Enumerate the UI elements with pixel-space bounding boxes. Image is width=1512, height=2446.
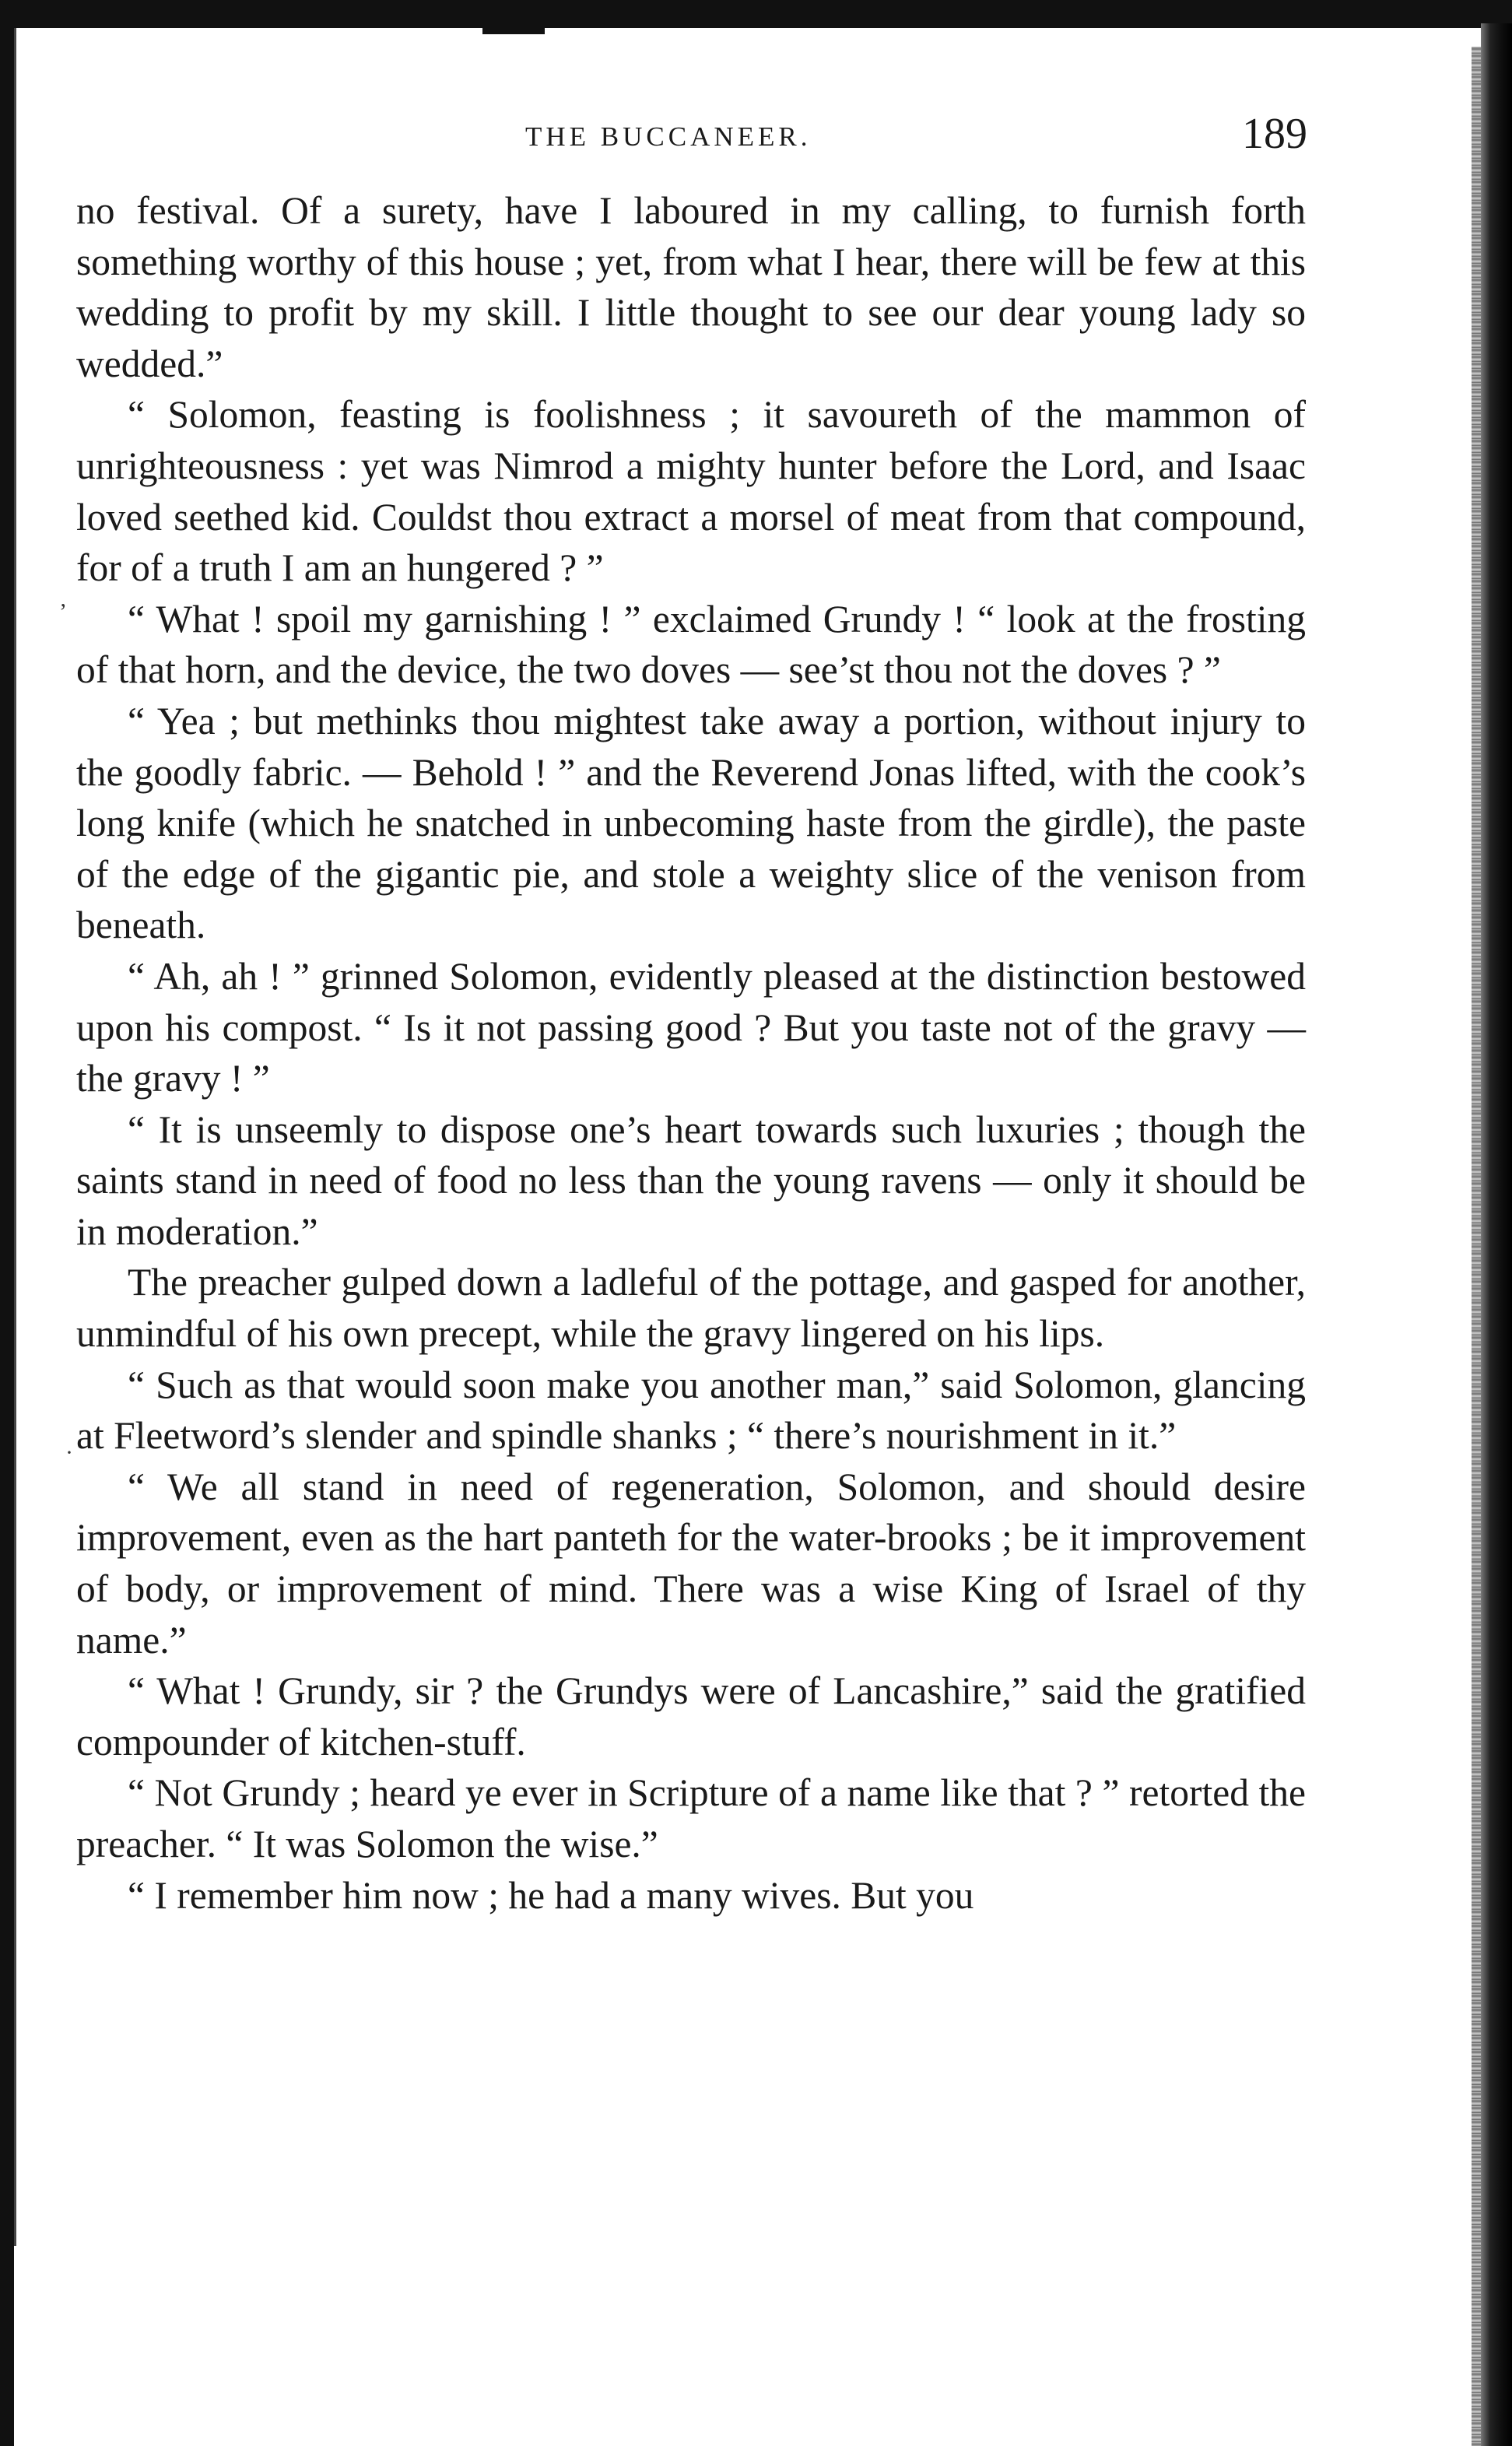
stray-mark: ʼ [59,599,67,625]
scan-left-border [0,0,14,2446]
paragraph: “ Not Grundy ; heard ye ever in Scripture of a name like that ? ” retorted the preacher. “ It was Solomon the wise.” [76,1771,1306,1865]
paragraph: “ I remember him now ; he had a many wives. But you [128,1873,974,1917]
running-title: THE BUCCANEER. [525,121,812,152]
paragraph: “ Ah, ah ! ” grinned Solomon, evidently pleased at the distinction bestowed upon his compost. “ Is it not passing good ? But you taste not of the gravy — the gravy ! ” [76,954,1306,1100]
paragraph: “ It is unseemly to dispose one’s heart towards such luxuries ; though the saints stand in need of food no less than the young ravens — only it should be in moderation.” [76,1107,1306,1253]
page-header [78,109,1307,171]
body-text [76,185,1306,1921]
scan-top-notch [482,28,545,34]
paragraph: “ Such as that would soon make you another man,” said Solomon, glancing at Fleetword’s slender and spindle shanks ; “ there’s nourishment in it.” [76,1363,1306,1458]
paragraph: The preacher gulped down a ladleful of the pottage, and gasped for another, unmindful of his own precept, while the gravy lingered on his lips. [76,1261,1306,1356]
paragraph: “ What ! Grundy, sir ? the Grundys were of Lancashire,” said the gratified compounder of kitchen-stuff. [76,1669,1306,1763]
page-number: 189 [1242,110,1307,158]
paragraph: “ Solomon, feasting is foolishness ; it savoureth of the mammon of unrighteousness : yet was Nimrod a mighty hunter before the Lord, and Isaac loved seethed kid. Couldst thou extract a morsel of meat from that compound, for of a truth I am an hungered ? ” [76,393,1306,590]
scan-top-border [0,0,1512,28]
paragraph: no festival. Of a surety, have I laboured in my calling, to furnish forth something worthy of this house ; yet, from what I hear, there will be few at this wedding to profit by my skill. I little thought to see our dear young lady so wedded.” [76,189,1306,385]
paragraph: “ What ! spoil my garnishing ! ” exclaimed Grundy ! “ look at the frosting of that horn, and the device, the two doves — see’st thou not the doves ? ” [76,597,1306,692]
scan-page-edge [1472,47,1481,2446]
stray-dot: · [65,1440,73,1465]
paragraph: “ We all stand in need of regeneration, Solomon, and should desire improvement, even as the hart panteth for the water-brooks ; be it improvement of body, or improvement of mind. There was a wise King of Israel of thy name.” [76,1465,1306,1662]
scan-left-rule [14,28,16,2246]
scan-right-border [1481,23,1512,2446]
paragraph: “ Yea ; but methinks thou mightest take away a portion, without injury to the goodly fabric. — Behold ! ” and the Reverend Jonas lifted, with the cook’s long knife (which he snatched in unbecoming haste from the girdle), the paste of the edge of the gigantic pie, and stole a weighty slice of the venison from beneath. [76,699,1306,947]
